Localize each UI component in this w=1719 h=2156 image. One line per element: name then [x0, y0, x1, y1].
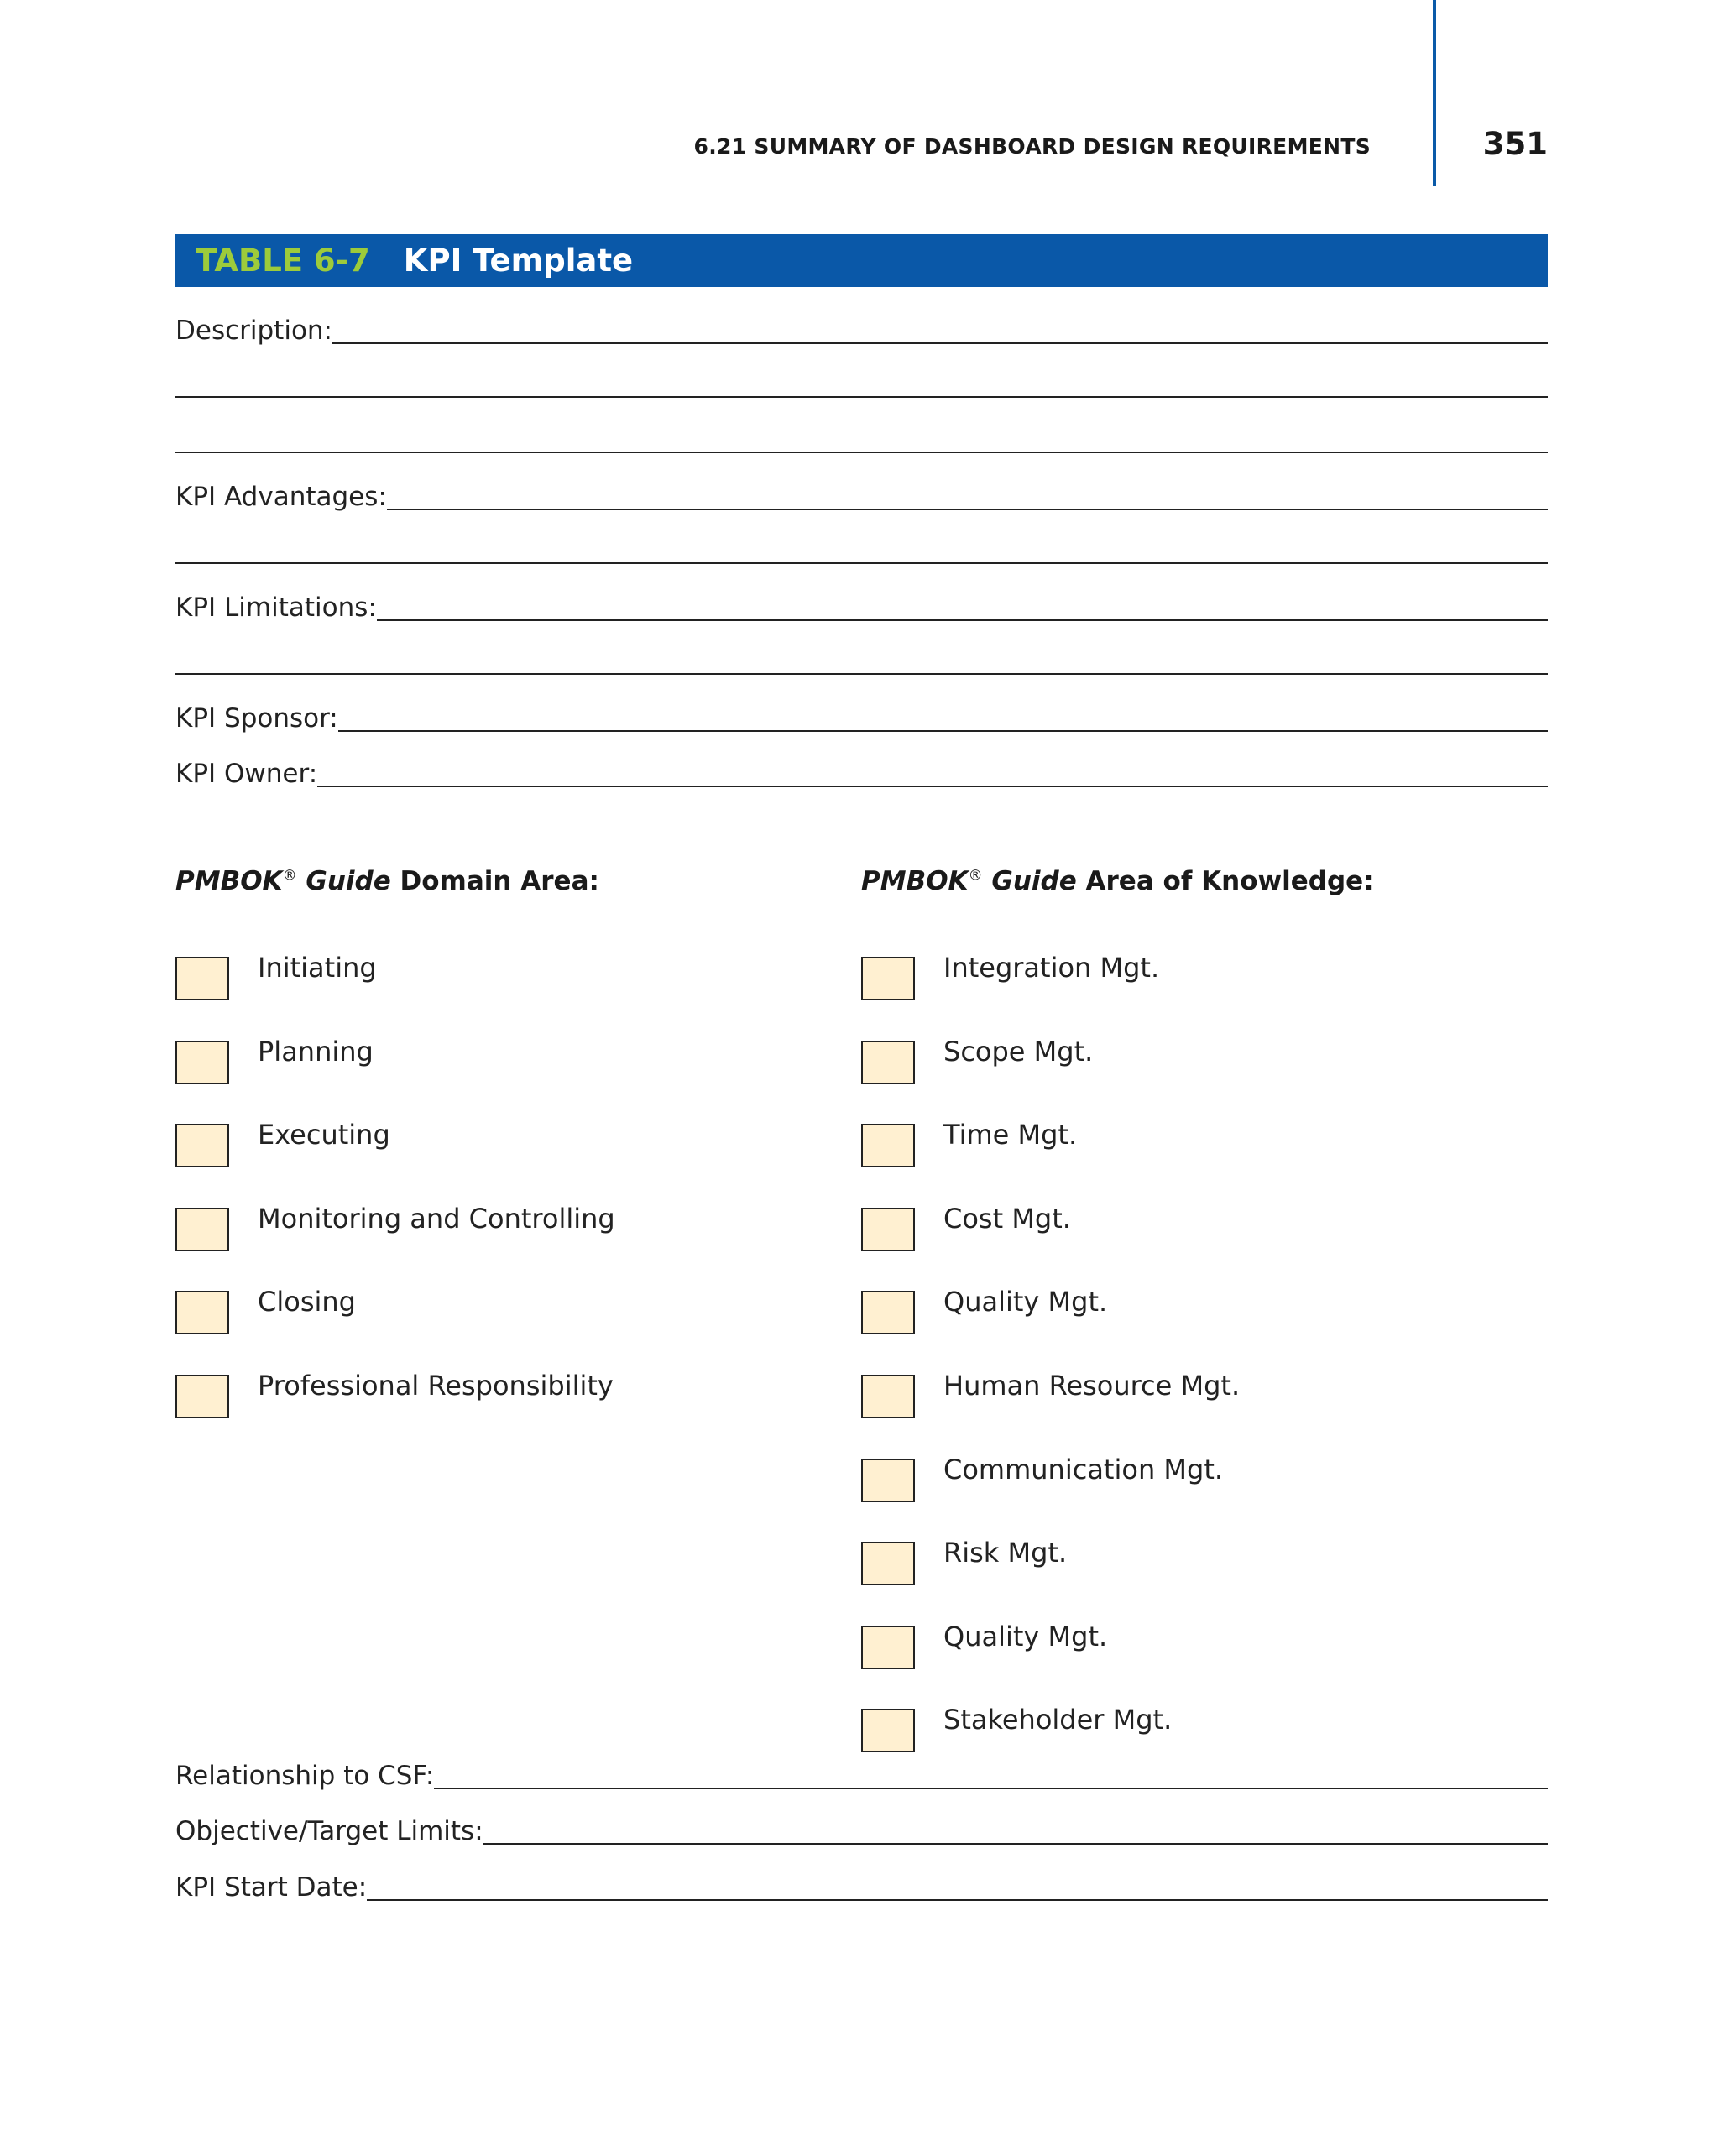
knowledge-item[interactable]: [861, 1455, 1240, 1539]
domain-item-label: Planning: [258, 1035, 374, 1068]
description-line-2[interactable]: [175, 396, 1548, 398]
knowledge-checkbox[interactable]: [861, 1626, 915, 1669]
knowledge-heading-guide: Guide: [991, 866, 1077, 896]
knowledge-area-heading: [861, 866, 1374, 896]
knowledge-item[interactable]: [861, 1204, 1240, 1288]
description-line-3[interactable]: [175, 452, 1548, 453]
domain-checkbox[interactable]: [175, 1208, 229, 1251]
objective-label: Objective/Target Limits:: [175, 1816, 483, 1846]
domain-area-heading: [175, 866, 599, 896]
knowledge-item-label: Quality Mgt.: [943, 1620, 1108, 1652]
domain-checkbox[interactable]: [175, 1124, 229, 1167]
domain-item-label: Executing: [258, 1119, 390, 1151]
domain-item-label: Monitoring and Controlling: [258, 1202, 615, 1235]
csf-line[interactable]: [434, 1788, 1548, 1789]
header-vertical-rule: [1433, 0, 1436, 186]
table-number: TABLE 6-7: [196, 243, 370, 279]
table-title: KPI Template: [403, 243, 634, 279]
running-head: 6.21 SUMMARY OF DASHBOARD DESIGN REQUIREMENTS: [693, 134, 1371, 159]
domain-item-label: Initiating: [258, 952, 377, 984]
knowledge-item[interactable]: [861, 953, 1240, 1037]
knowledge-checkbox[interactable]: [861, 1542, 915, 1585]
knowledge-checklist: [861, 953, 1240, 1789]
advantages-field[interactable]: [175, 470, 1548, 512]
limitations-line[interactable]: [377, 619, 1548, 621]
sponsor-line[interactable]: [338, 730, 1548, 732]
domain-item[interactable]: [175, 1037, 615, 1121]
knowledge-item[interactable]: [861, 1037, 1240, 1121]
domain-item-label: Professional Responsibility: [258, 1369, 614, 1402]
domain-heading-guide: Guide: [306, 866, 391, 896]
knowledge-heading-brand: PMBOK: [861, 866, 969, 896]
knowledge-item-label: Scope Mgt.: [943, 1035, 1094, 1068]
knowledge-heading-reg: ®: [968, 867, 983, 885]
domain-heading-rest: Domain Area:: [400, 866, 599, 896]
domain-checkbox[interactable]: [175, 1041, 229, 1084]
limitations-label: KPI Limitations:: [175, 593, 377, 623]
domain-item[interactable]: [175, 1287, 615, 1371]
page-number: 351: [1482, 126, 1548, 162]
knowledge-item-label: Integration Mgt.: [943, 952, 1160, 984]
knowledge-item-label: Communication Mgt.: [943, 1453, 1224, 1485]
knowledge-item[interactable]: [861, 1622, 1240, 1706]
knowledge-checkbox[interactable]: [861, 1709, 915, 1752]
domain-checkbox[interactable]: [175, 1291, 229, 1334]
knowledge-checkbox[interactable]: [861, 1459, 915, 1502]
domain-heading-brand: PMBOK: [175, 866, 283, 896]
knowledge-item-label: Risk Mgt.: [943, 1537, 1068, 1569]
table-title-bar: [175, 234, 1548, 287]
advantages-line[interactable]: [387, 509, 1548, 510]
advantages-line-2[interactable]: [175, 562, 1548, 564]
description-field[interactable]: [175, 304, 1548, 346]
sponsor-field[interactable]: [175, 692, 1548, 733]
knowledge-checkbox[interactable]: [861, 957, 915, 1000]
knowledge-checkbox[interactable]: [861, 1208, 915, 1251]
knowledge-item-label: Quality Mgt.: [943, 1286, 1108, 1318]
sponsor-label: KPI Sponsor:: [175, 703, 338, 733]
objective-line[interactable]: [483, 1843, 1548, 1845]
owner-field[interactable]: [175, 747, 1548, 789]
domain-checkbox[interactable]: [175, 1375, 229, 1418]
start-date-label: KPI Start Date:: [175, 1872, 368, 1903]
knowledge-item[interactable]: [861, 1371, 1240, 1455]
knowledge-checkbox[interactable]: [861, 1041, 915, 1084]
knowledge-item[interactable]: [861, 1287, 1240, 1371]
knowledge-item[interactable]: [861, 1538, 1240, 1622]
knowledge-item[interactable]: [861, 1120, 1240, 1204]
knowledge-checkbox[interactable]: [861, 1291, 915, 1334]
knowledge-checkbox[interactable]: [861, 1124, 915, 1167]
domain-item[interactable]: [175, 1371, 615, 1455]
knowledge-heading-rest: Area of Knowledge:: [1085, 866, 1374, 896]
domain-checkbox[interactable]: [175, 957, 229, 1000]
start-date-field[interactable]: [175, 1861, 1548, 1903]
knowledge-checkbox[interactable]: [861, 1375, 915, 1418]
limitations-line-2[interactable]: [175, 673, 1548, 675]
objective-field[interactable]: [175, 1804, 1548, 1846]
start-date-line[interactable]: [367, 1899, 1548, 1901]
owner-line[interactable]: [317, 786, 1548, 787]
knowledge-item-label: Stakeholder Mgt.: [943, 1704, 1173, 1736]
domain-item[interactable]: [175, 1120, 615, 1204]
domain-checklist: [175, 953, 615, 1455]
domain-item-label: Closing: [258, 1286, 356, 1318]
description-line[interactable]: [332, 342, 1548, 344]
domain-heading-reg: ®: [282, 867, 297, 885]
csf-label: Relationship to CSF:: [175, 1761, 435, 1791]
owner-label: KPI Owner:: [175, 759, 318, 789]
domain-item[interactable]: [175, 953, 615, 1037]
domain-item[interactable]: [175, 1204, 615, 1288]
csf-field[interactable]: [175, 1749, 1548, 1791]
knowledge-item-label: Cost Mgt.: [943, 1202, 1071, 1235]
knowledge-item-label: Human Resource Mgt.: [943, 1369, 1241, 1402]
description-label: Description:: [175, 316, 332, 346]
advantages-label: KPI Advantages:: [175, 482, 387, 512]
limitations-field[interactable]: [175, 581, 1548, 623]
knowledge-item-label: Time Mgt.: [943, 1119, 1078, 1151]
